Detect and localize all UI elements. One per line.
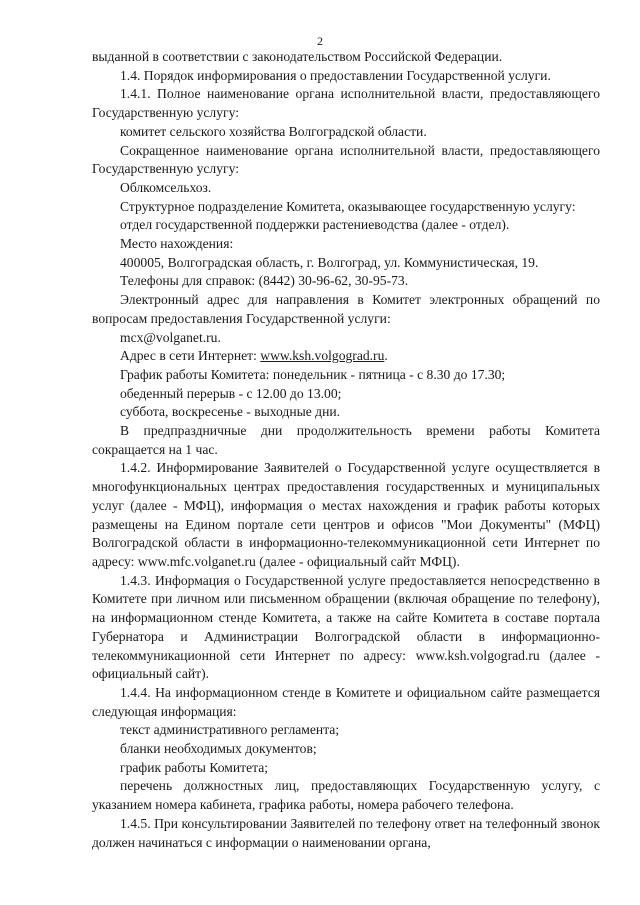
paragraph-p12: mcx@volganet.ru.	[120, 329, 221, 345]
paragraph-p13	[92, 347, 600, 366]
paragraph-p10: Телефоны для справок: (8442) 30-96-62, 30-95-73.	[120, 273, 409, 289]
paragraph-p2: 1.4.1. Полное наименование органа исполнительной власти, предоставляющего Государственную услугу:	[92, 86, 600, 121]
website-link[interactable]: www.ksh.volgograd.ru	[260, 348, 385, 364]
paragraph-p15: обеденный перерыв - с 12.00 до 13.00;	[120, 385, 342, 401]
paragraph-p0: выданной в соответствии с законодательством Российской Федерации.	[92, 49, 503, 64]
paragraph-p1: 1.4. Порядок информирования о предоставлении Государственной услуги.	[120, 67, 551, 83]
paragraph-text: Адрес в сети Интернет:	[120, 348, 261, 364]
paragraph-p6: Структурное подразделение Комитета, оказывающее государственную услугу:	[120, 198, 576, 214]
paragraph-p16: суббота, воскресенье - выходные дни.	[120, 404, 341, 420]
paragraph-p22: бланки необходимых документов;	[120, 741, 317, 757]
paragraph-p14: График работы Комитета: понедельник - пятница - с 8.30 до 17.30;	[120, 366, 506, 382]
paragraph-p24: перечень должностных лиц, предоставляющих Государственную услугу, с указанием номера кабинета, графика работы, номера рабочего телефона.	[92, 778, 600, 813]
paragraph-p25: 1.4.5. При консультировании Заявителей по телефону ответ на телефонный звонок должен начинаться с информации о наименовании органа,	[92, 815, 600, 850]
paragraph-p11: Электронный адрес для направления в Комитет электронных обращений по вопросам предоставления Государственной услуги:	[92, 292, 600, 326]
paragraph-p3: комитет сельского хозяйства Волгоградской области.	[120, 123, 427, 139]
paragraph-p7: отдел государственной поддержки растениеводства (далее - отдел).	[120, 217, 510, 233]
paragraph-p8: Место нахождения:	[120, 236, 234, 252]
document-body	[92, 48, 600, 852]
paragraph-p20: 1.4.4. На информационном стенде в Комитете и официальном сайте размещается следующая информация:	[92, 684, 600, 719]
paragraph-p21: текст административного регламента;	[120, 722, 340, 738]
paragraph-p19: 1.4.3. Информация о Государственной услуге предоставляется непосредственно в Комитете при личном или письменном обращении (включая обращение по телефону), на информационном стенде Комитета, а также на сайте Комитета в составе портала Губернатора и Администрации Волгоградской области в информационно-телекоммуникационной сети Интернет по адресу: www.ksh.volgograd.ru (далее - официальный сайт).	[92, 572, 600, 682]
paragraph-p23: график работы Комитета;	[120, 759, 269, 775]
paragraph-p17: В предпраздничные дни продолжительность времени работы Комитета сокращается на 1 час.	[92, 423, 600, 457]
page-number: 2	[317, 34, 323, 48]
paragraph-p18: 1.4.2. Информирование Заявителей о Государственной услуге осуществляется в многофункциональных центрах предоставления государственных и муниципальных услуг (далее - МФЦ), информация о местах нахождения и график работы которых размещены на Едином портале сети центров и офисов "Мои Документы" (МФЦ) Волгоградской области в информационно-телекоммуникационной сети Интернет по адресу: www.mfc.volganet.ru (далее - официальный сайт МФЦ).	[92, 460, 600, 569]
paragraph-p4: Сокращенное наименование органа исполнительной власти, предоставляющего Государственную услугу:	[92, 142, 600, 177]
paragraph-text-end: .	[384, 348, 388, 364]
paragraph-p5: Облкомсельхоз.	[120, 179, 212, 195]
paragraph-p9: 400005, Волгоградская область, г. Волгоград, ул. Коммунистическая, 19.	[120, 254, 539, 270]
